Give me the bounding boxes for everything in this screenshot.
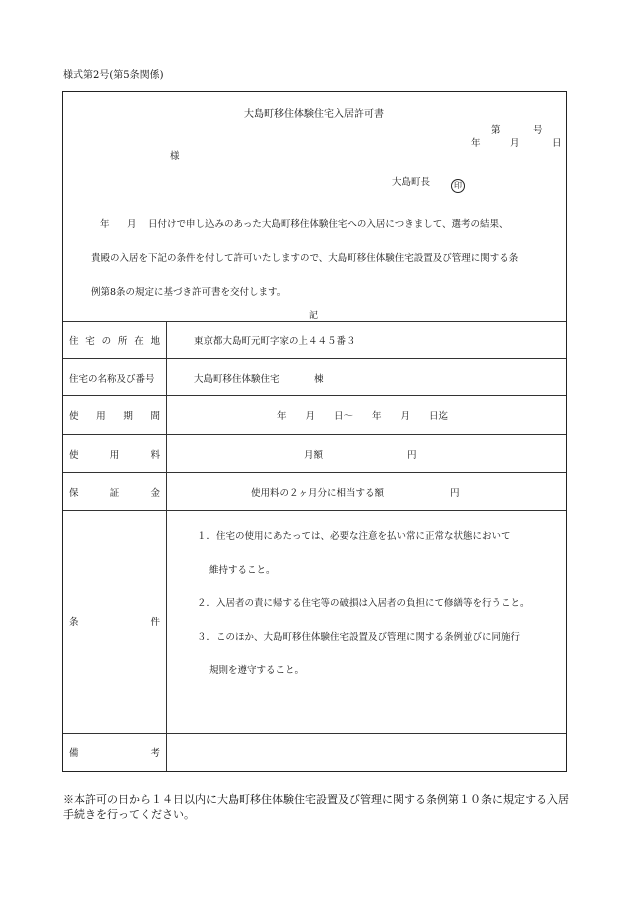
label-deposit: 保 証 金 (69, 488, 160, 499)
value-deposit-unit: 円 (450, 488, 460, 499)
divider (63, 358, 566, 359)
value-fee: 月額 (304, 450, 324, 461)
divider (63, 733, 566, 734)
divider (63, 395, 566, 396)
body-line-3: 例第8条の規定に基づき許可書を交付します。 (91, 287, 287, 298)
condition-1-cont: 維持すること。 (209, 565, 276, 576)
body-month: 月 (127, 219, 137, 230)
label-name: 住宅の名称及び番号 (69, 374, 155, 385)
addressee-suffix: 様 (170, 151, 180, 162)
permit-form (62, 91, 567, 772)
date-year: 年 (471, 138, 481, 149)
body-line-1: 日付けで申し込みのあった大島町移住体験住宅への入居につきまして、選考の結果、 (148, 219, 509, 230)
value-deposit: 使用料の２ヶ月分に相当する額 (251, 488, 385, 499)
value-name: 大島町移住体験住宅 (194, 374, 280, 385)
number-suffix: 号 (533, 125, 543, 136)
value-period: 年 月 日〜 年 月 日迄 (277, 411, 449, 422)
value-fee-unit: 円 (407, 450, 417, 461)
footer-note: ※本許可の日から１４日以内に大島町移住体験住宅設置及び管理に関する条例第１０条に規定する入居手続きを行ってください。 (63, 793, 569, 821)
form-label: 様式第2号(第5条関係) (63, 70, 164, 81)
issuer: 大島町長 (392, 177, 431, 188)
ki-heading: 記 (309, 311, 319, 321)
divider (63, 472, 566, 473)
condition-2: ２．入居者の責に帰する住宅等の破損は入居者の負担にて修繕等を行うこと。 (197, 598, 530, 609)
condition-3: ３．このほか、大島町移住体験住宅設置及び管理に関する条例並びに同施行 (197, 632, 521, 643)
number-prefix: 第 (491, 125, 501, 136)
seal-icon: 印 (451, 173, 465, 193)
label-period: 使 用 期 間 (69, 411, 160, 422)
column-divider (166, 322, 167, 771)
label-fee: 使 用 料 (69, 450, 160, 461)
body-line-2: 貴殿の入居を下記の条件を付して許可いたしますので、大島町移住体験住宅設置及び管理に関する条 (91, 253, 519, 264)
label-location: 住 宅 の 所 在 地 (69, 336, 160, 347)
date-month: 月 (510, 138, 520, 149)
value-location: 東京都大島町元町字家の上４４５番３ (194, 336, 356, 347)
condition-3-cont: 規則を遵守すること。 (209, 665, 305, 676)
value-name-suffix: 棟 (314, 374, 324, 385)
document-title: 大島町移住体験住宅入居許可書 (244, 109, 384, 120)
divider (63, 434, 566, 435)
body-year: 年 (100, 219, 110, 230)
label-remarks: 備 考 (69, 748, 160, 759)
divider (63, 321, 566, 322)
label-conditions: 条 件 (69, 617, 160, 628)
condition-1: １．住宅の使用にあたっては、必要な注意を払い常に正常な状態において (197, 531, 511, 542)
divider (63, 510, 566, 511)
date-day: 日 (552, 138, 562, 149)
